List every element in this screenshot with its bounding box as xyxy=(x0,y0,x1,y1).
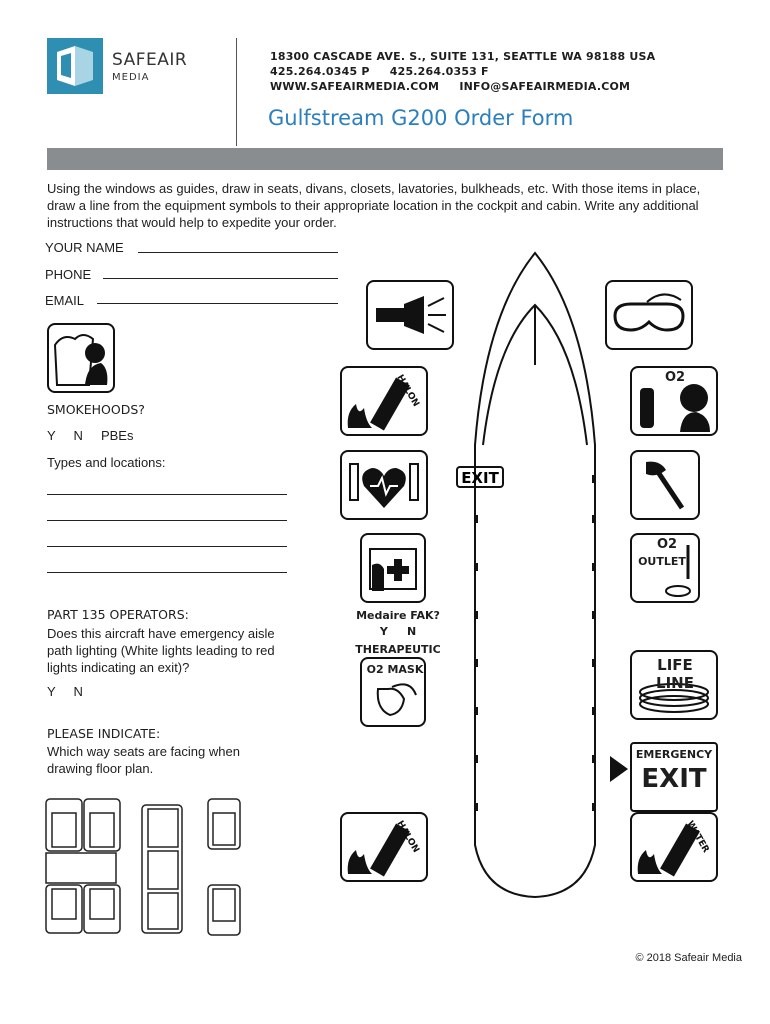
defibrillator-icon xyxy=(340,450,428,520)
life-line-icon xyxy=(630,650,718,720)
halon-label: HALON xyxy=(394,373,421,409)
smokehoods-title: SMOKEHOODS? xyxy=(47,402,145,417)
name-label: YOUR NAME xyxy=(45,240,124,255)
name-field[interactable] xyxy=(138,252,338,253)
crash-axe-icon xyxy=(630,450,700,520)
o2-outlet-o2: O2 xyxy=(656,537,678,552)
aircraft-fuselage xyxy=(455,245,615,905)
indicate-title: PLEASE INDICATE: xyxy=(47,726,161,741)
o2-outlet-label: OUTLET xyxy=(638,555,686,568)
first-aid-kit-icon xyxy=(360,533,426,603)
o2-label: O2 xyxy=(664,370,686,385)
part135-options[interactable]: Y N xyxy=(47,684,83,699)
halon-extinguisher-icon-2 xyxy=(340,812,428,882)
water-extinguisher-icon xyxy=(630,812,718,882)
email-label: EMAIL xyxy=(45,293,85,308)
goggles-icon xyxy=(605,280,693,350)
title-bar xyxy=(47,148,723,170)
address-line-2: 425.264.0345 P 425.264.0353 F xyxy=(270,65,489,78)
smokehoods-options[interactable]: Y N PBEs xyxy=(47,428,134,443)
types-line-3[interactable] xyxy=(47,546,287,547)
smokehoods-types: Types and locations: xyxy=(47,455,166,470)
seat-diagrams xyxy=(44,795,254,940)
part135-title: PART 135 OPERATORS: xyxy=(47,607,189,622)
emergency-exit-icon xyxy=(630,742,718,812)
types-line-2[interactable] xyxy=(47,520,287,521)
portable-oxygen-icon xyxy=(630,366,718,436)
email-field[interactable] xyxy=(97,303,338,304)
o2-mask-label: O2 MASK xyxy=(366,663,424,676)
halon-label-2: HALON xyxy=(394,819,421,855)
types-line-1[interactable] xyxy=(47,494,287,495)
therapeutic-label: THERAPEUTIC xyxy=(355,643,441,656)
logo xyxy=(47,38,103,94)
page-title: Gulfstream G200 Order Form xyxy=(268,106,574,130)
halon-extinguisher-icon xyxy=(340,366,428,436)
part135-question: Does this aircraft have emergency aisle path lighting (White lights leading to red lights indicating an exit)? xyxy=(47,626,275,675)
intro-text: Using the windows as guides, draw in seats, divans, closets, lavatories, bulkheads, etc. With those items in place, draw a line from the equipment symbols to their appropriate location in the cockpit and cabin. Write any additional instructions that would help to expedite your order. xyxy=(47,181,701,230)
types-line-4[interactable] xyxy=(47,572,287,573)
life-line-label: LIFE LINE xyxy=(656,656,694,692)
phone-field[interactable] xyxy=(103,278,338,279)
brand-name: SAFEAIR xyxy=(112,50,188,70)
header-divider xyxy=(236,38,237,146)
address-line-1: 18300 CASCADE AVE. S., SUITE 131, SEATTLE WA 98188 USA xyxy=(270,50,656,63)
smokehood-icon xyxy=(47,323,115,393)
indicate-text: Which way seats are facing when drawing floor plan. xyxy=(47,744,240,776)
o2-mask-icon xyxy=(360,657,426,727)
copyright: © 2018 Safeair Media xyxy=(635,952,742,964)
brand-sub: MEDIA xyxy=(112,72,150,83)
o2-outlet-icon xyxy=(630,533,700,603)
exit-sign: EXIT xyxy=(461,469,499,487)
emergency-label: EMERGENCY xyxy=(635,748,713,761)
medaire-label: Medaire FAK? xyxy=(356,609,440,622)
address-line-3: WWW.SAFEAIRMEDIA.COM INFO@SAFEAIRMEDIA.COM xyxy=(270,80,631,93)
water-label: WATER xyxy=(684,819,711,855)
flashlight-icon xyxy=(366,280,454,350)
phone-label: PHONE xyxy=(45,267,92,282)
medaire-options[interactable]: Y N xyxy=(379,625,417,638)
emergency-exit-label: EXIT xyxy=(641,764,707,794)
exit-arrow-icon xyxy=(608,754,630,784)
